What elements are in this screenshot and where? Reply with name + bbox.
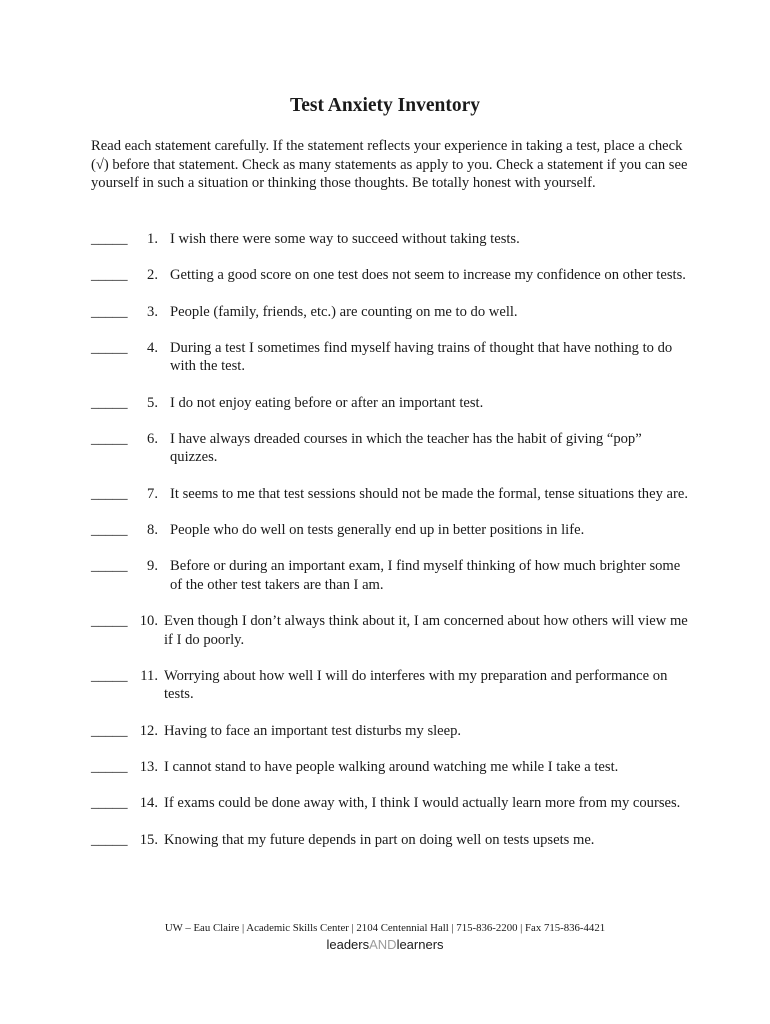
item-number: 2.: [147, 267, 158, 284]
item-statement: I cannot stand to have people walking around watching me while I take a test.: [164, 759, 619, 776]
item-statement: Knowing that my future depends in part on doing well on tests upsets me.: [164, 831, 595, 848]
check-blank[interactable]: _____: [91, 558, 128, 575]
item-statement: It seems to me that test sessions should not be made the formal, tense situations they are.: [170, 485, 688, 502]
inventory-item: [91, 266, 691, 285]
item-number: 4.: [147, 339, 158, 356]
item-number: 3.: [147, 303, 158, 320]
item-statement: During a test I sometimes find myself having trains of thought that have nothing to do with the test.: [170, 339, 673, 375]
item-number: 1.: [147, 231, 158, 247]
check-blank[interactable]: _____: [91, 759, 128, 776]
item-number: 12.: [139, 722, 158, 739]
inventory-item: [91, 722, 691, 741]
item-statement: Having to face an important test disturbs my sleep.: [164, 722, 462, 739]
check-blank[interactable]: _____: [91, 667, 128, 684]
item-number: 15.: [139, 831, 158, 848]
item-number: 5.: [147, 394, 158, 411]
item-number: 9.: [147, 558, 158, 575]
check-blank[interactable]: _____: [91, 795, 128, 812]
check-blank[interactable]: _____: [91, 303, 128, 320]
item-statement: People who do well on tests generally end up in better positions in life.: [170, 522, 585, 539]
instructions-paragraph: Read each statement carefully. If the statement reflects your experience in taking a test, place a check (√) before that statement. Check as many statements as apply to you. Check a statement if you can see yourself in such a situation or thinking those thoughts. Be totally honest with yourself.: [91, 138, 688, 191]
inventory-item: [91, 339, 691, 376]
tagline-leaders: leaders: [326, 937, 370, 952]
check-blank[interactable]: _____: [91, 430, 128, 447]
tagline-and: AND: [369, 937, 397, 952]
inventory-list: [91, 230, 691, 867]
item-number: 7.: [147, 485, 158, 502]
check-blank[interactable]: _____: [91, 267, 128, 284]
item-statement: Even though I don’t always think about it, I am concerned about how others will view me if I do poorly.: [164, 613, 688, 648]
item-statement: Worrying about how well I will do interferes with my preparation and performance on tests.: [164, 667, 668, 703]
item-statement: If exams could be done away with, I think I would actually learn more from my courses.: [164, 795, 681, 812]
item-number: 8.: [147, 522, 158, 539]
inventory-item: [91, 794, 691, 813]
item-statement: I wish there were some way to succeed without taking tests.: [170, 231, 520, 247]
inventory-item: [91, 758, 691, 777]
check-blank[interactable]: _____: [91, 339, 128, 356]
inventory-item: [91, 230, 691, 249]
inventory-item: [91, 612, 691, 649]
item-statement: I have always dreaded courses in which the teacher has the habit of giving “pop” quizzes.: [170, 430, 642, 466]
page-title: Test Anxiety Inventory: [290, 95, 480, 116]
item-statement: Before or during an important exam, I find myself thinking of how much brighter some of the other test takers are than I am.: [170, 558, 681, 593]
item-statement: I do not enjoy eating before or after an important test.: [170, 394, 484, 411]
inventory-item: [91, 303, 691, 322]
item-number: 10.: [139, 613, 158, 630]
item-number: 14.: [139, 795, 158, 812]
item-statement: People (family, friends, etc.) are counting on me to do well.: [170, 303, 518, 320]
check-blank[interactable]: _____: [91, 522, 128, 539]
inventory-item: [91, 557, 691, 594]
check-blank[interactable]: _____: [91, 613, 128, 630]
check-blank[interactable]: _____: [91, 485, 128, 502]
item-number: 11.: [140, 667, 158, 684]
item-statement: Getting a good score on one test does not seem to increase my confidence on other tests.: [170, 267, 686, 284]
inventory-item: [91, 394, 691, 413]
check-blank[interactable]: _____: [91, 831, 128, 848]
inventory-item: [91, 485, 691, 504]
tagline-learners: learners: [396, 937, 444, 952]
inventory-item: [91, 430, 691, 467]
item-number: 13.: [139, 759, 158, 776]
inventory-item: [91, 667, 691, 704]
inventory-item: [91, 831, 691, 850]
footer-tagline: [0, 937, 770, 952]
check-blank[interactable]: _____: [91, 722, 128, 739]
footer-contact: UW – Eau Claire | Academic Skills Center | 2104 Centennial Hall | 715-836-2200 | Fax 715-836-4421: [164, 922, 606, 934]
check-blank[interactable]: _____: [91, 394, 128, 411]
inventory-item: [91, 521, 691, 540]
item-number: 6.: [147, 430, 158, 447]
check-blank[interactable]: _____: [91, 231, 128, 247]
